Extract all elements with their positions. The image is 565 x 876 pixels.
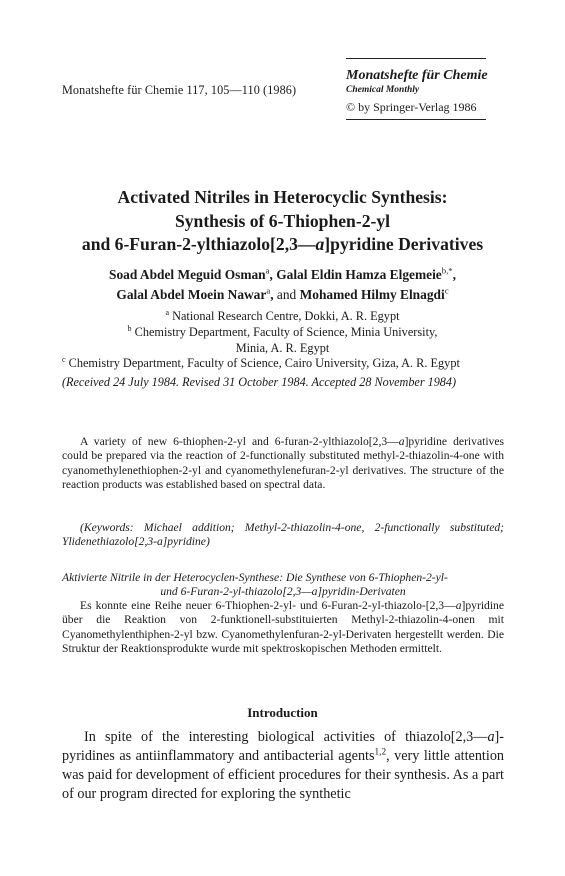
journal-subtitle: Chemical Monthly <box>346 85 420 95</box>
received-dates: (Received 24 July 1984. Revised 31 October 1984. Accepted 28 November 1984) <box>62 375 457 389</box>
title-line-3 <box>40 233 525 257</box>
authors-and: and <box>276 287 297 302</box>
affiliation-c-mark: c <box>62 355 66 365</box>
journal-copyright: © by Springer-Verlag 1986 <box>346 100 477 114</box>
affiliation-b-mark: b <box>127 323 132 333</box>
authors-line-2: Galal Abdel Moein Nawar$^a$, and Mohamed Hilmy Elnagdi$^c$ <box>116 285 449 302</box>
german-abstract-text-2: ]pyridine über die Reaktion von 2-funktionell-substituierten Methyl-2-thiazolin-4-onen mit Cyanomethylenthiphen-2-yl bzw. Cyanomethylenfuran-2-yl-Derivaten hergestellt werden. Die Struktur der Reaktionsprodukte wurde mit spektroskopischen Methoden ermittelt. <box>62 599 504 656</box>
german-title <box>62 571 504 600</box>
masthead-top-rule <box>346 58 486 59</box>
affiliation-c-text: Chemistry Department, Faculty of Science, Cairo University, Giza, A. R. Egypt <box>68 356 460 371</box>
running-head: Monatshefte für Chemie 117, 105—110 (1986) <box>62 83 297 97</box>
intro-text-1: In spite of the interesting biological activities of thiazolo[2,3— <box>84 729 488 745</box>
german-title-line-1: Aktivierte Nitrile in der Heterocyclen-Synthese: Die Synthese von 6-Thiophen-2-yl- <box>62 571 448 584</box>
authors-line-1: Soad Abdel Meguid Osman$^a$, Galal Eldin Hamza Elgemeie$^{b,*}$, <box>109 265 456 282</box>
author-4: Mohamed Hilmy Elnagdi <box>299 287 445 302</box>
intro-citation: 1,2 <box>374 746 387 757</box>
intro-italic: a <box>487 729 495 745</box>
author-list <box>40 265 525 305</box>
abstract-text-1: A variety of new 6-thiophen-2-yl and 6-furan-2-ylthiazolo[2,3— <box>80 435 399 448</box>
author-2-affil: b, <box>441 265 449 276</box>
author-4-sup: c <box>444 285 449 296</box>
intro-text-2: ]-pyridines as antiinflammatory and antibacterial agents <box>62 729 504 764</box>
affiliation-b-line-2: Minia, A. R. Egypt <box>235 340 330 355</box>
affiliation-c <box>62 356 525 372</box>
journal-title: Monatshefte für Chemie <box>346 68 488 83</box>
introduction-body <box>62 728 504 804</box>
author-3-sup: a <box>266 285 271 296</box>
abstract <box>62 435 504 493</box>
german-abstract <box>62 599 504 657</box>
abstract-text-2: ]pyridine derivatives could be prepared via the reaction of 2-functionally substituted methyl-2-thiazolin-4-one with cyanomethylenethiophen-2-yl and cyanomethylenefuran-2-yl derivatives. The structure of the reaction products was established based on spectral data. <box>62 435 504 492</box>
title-line-1: Activated Nitriles in Heterocyclic Synthesis: <box>117 187 448 207</box>
german-title-line-2: und 6-Furan-2-yl-thiazolo[2,3—a]pyridin-Derivaten <box>160 585 406 599</box>
article-title <box>40 186 525 257</box>
keywords-text: (Keywords: Michael addition; Methyl-2-thiazolin-4-one, 2-functionally substituted; Ylidenethiazolo[2,3-a]pyridine) <box>62 521 504 549</box>
author-3: Galal Abdel Moein Nawar <box>116 287 267 302</box>
affiliations <box>40 309 525 372</box>
german-abstract-text-1: Es konnte eine Reihe neuer 6-Thiophen-2-yl- und 6-Furan-2-yl-thiazolo-[2,3— <box>80 599 456 612</box>
author-2: Galal Eldin Hamza Elgemeie <box>276 267 442 282</box>
title-line-3-part: and 6-Furan-2-ylthiazolo[2,3— <box>81 234 316 254</box>
affiliation-a-mark: a <box>165 307 169 317</box>
author-1: Soad Abdel Meguid Osman <box>109 267 266 282</box>
title-line-2: Synthesis of 6-Thiophen-2-yl <box>174 210 391 231</box>
affiliation-a-text: National Research Centre, Dokki, A. R. Egypt <box>172 309 400 323</box>
affiliation-b <box>40 325 525 341</box>
affiliation-a <box>40 309 525 325</box>
masthead-bottom-rule <box>346 119 486 120</box>
affiliation-b-text-1: Chemistry Department, Faculty of Science, Minia University, <box>134 324 438 339</box>
german-abstract-italic: a <box>455 599 462 612</box>
introduction-heading: Introduction <box>247 705 318 720</box>
intro-text-3: , very little attention was paid for development of efficient procedures for their synthesis. As a part of our program directed for exploring the synthetic <box>62 748 505 802</box>
title-line-3-end: ]pyridine Derivatives <box>324 234 484 254</box>
title-line-3-italic: a <box>315 234 325 254</box>
keywords <box>62 521 504 550</box>
author-1-sup: a <box>265 265 270 276</box>
author-2-sup <box>442 266 453 276</box>
abstract-italic: a <box>398 435 405 448</box>
corresponding-mark: * <box>448 265 453 276</box>
